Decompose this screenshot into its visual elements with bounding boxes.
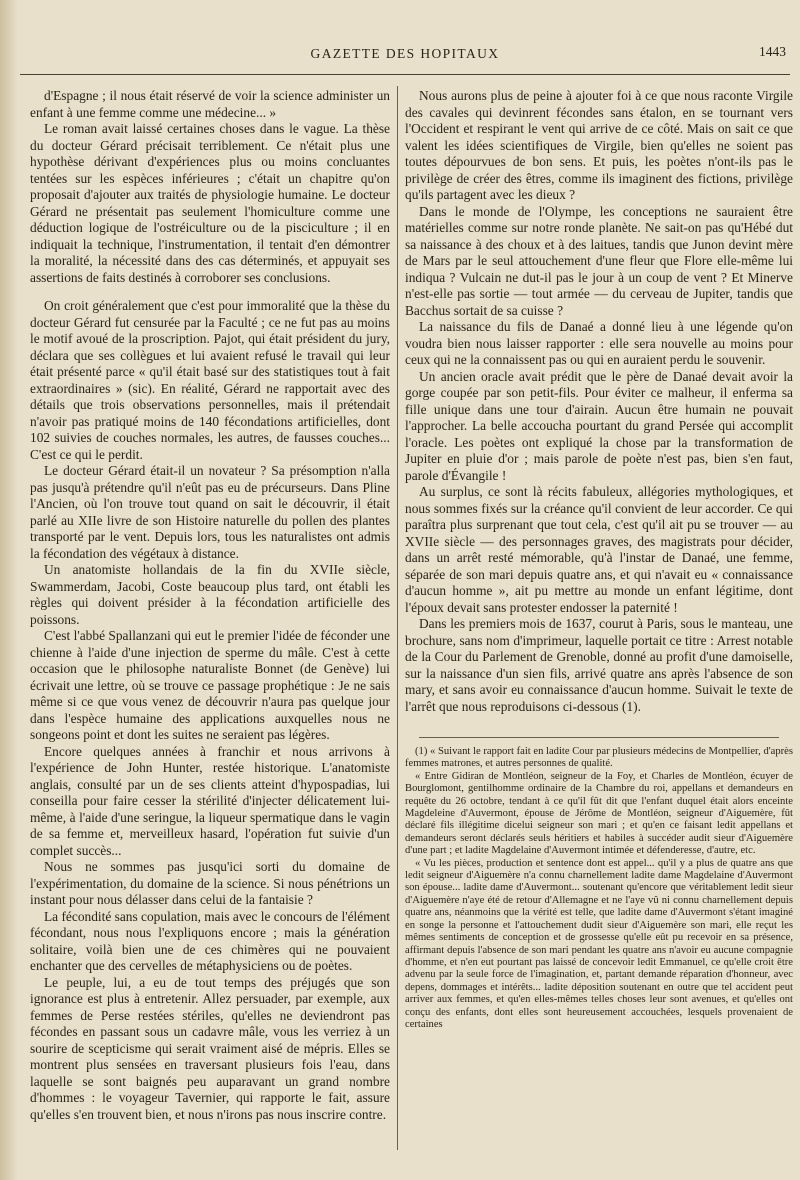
paragraph: Le roman avait laissé certaines choses dans le vague. La thèse du docteur Gérard précisait terriblement. Ce n'était plus une hypothèse dérivant d'expériences plus ou moins concluantes tentées sur les espèces inférieures ; c'était un chapitre qu'on proposait d'ajouter aux traités de physiologie humaine. Le docteur Gérard ne présentait pas seulement l'homiculture comme une déduction logique de l'ostréiculture ou de la pisciculture ; il en indiquait la technique, l'instrumentation, il tentait d'en démontrer la moralité, la nécessité dans des cas déterminés, et appuyait ses assertions de faits destinés à corroborer ses conclusions. [30, 121, 390, 285]
paragraph: La naissance du fils de Danaé a donné lieu à une légende qu'on voudra bien nous laisser rapporter : elle sera nouvelle au moins pour ceux qui ne la connaissent pas ou qui en auraient perdu le souvenir. [405, 319, 793, 367]
paragraph: Dans les premiers mois de 1637, courut à Paris, sous le manteau, une brochure, sans nom d'imprimeur, laquelle portait ce titre : Arrest notable de la Cour du Parlement de Grenoble, donné au profit d'une damoiselle, sur la naissance d'un sien fils, arrivé quatre ans après l'absence de son mary, et sans avoir eu connaissance d'aucun homme. Suivait le texte de l'arrêt que nous reproduisons ci-dessous (1). [405, 616, 793, 714]
paragraph: La fécondité sans copulation, mais avec le concours de l'élément fécondant, nous nous l'expliquons encore ; mais la génération solitaire, voilà bien une de ces chimères qui ne pouvaient enchanter que des cervelles de métaphysiciens ou de poètes. [30, 908, 390, 973]
paragraph: Un ancien oracle avait prédit que le père de Danaé devait avoir la gorge coupée par son petit-fils. Pour éviter ce malheur, il enferma sa fille unique dans une tour d'airain. Aucun être humain ne pouvait l'approcher. La belle accoucha pourtant du grand Persée qui accomplit l'oracle. Les poètes ont expliqué la chose par la transformation de Jupiter en pluie d'or ; mais parole de poète n'est pas, bien s'en faut, parole d'Évangile ! [405, 368, 793, 483]
journal-title: GAZETTE DES HOPITAUX [310, 46, 500, 61]
binding-shadow [0, 0, 18, 1180]
left-column [30, 88, 390, 1123]
footnote: (1) « Suivant le rapport fait en ladite Cour par plusieurs médecins de Montpellier, d'après femmes matrones, et autres personnes de qualité. [405, 746, 793, 770]
footnotes [405, 746, 793, 1031]
paragraph: On croit généralement que c'est pour immoralité que la thèse du docteur Gérard fut censurée par la Faculté ; ce ne fut pas au moins le motif avoué de la proscription. Pajot, qui était président du jury, déclara que ses collègues et lui avaient refusé le travail qui leur était présenté parce « qu'il était basé sur des statistiques tout à fait extraordinaires » (sic). En réalité, Gérard ne rapportait avec des détails que trois observations personnelles, mais il prétendait n'avoir pas pratiqué moins de 140 fécondations artificielles, dont 102 suivies de couches normales, les autres, de fausses couches... C'est ce qui le perdit. [30, 298, 390, 462]
paragraph: C'est l'abbé Spallanzani qui eut le premier l'idée de féconder une chienne à l'aide d'une injection de sperme du mâle. C'est à cette occasion que le philosophe naturaliste Bonnet (de Genève) lui écrivait une lettre, où se trouve ce passage prophétique : Je ne sais même si ce que vous venez de découvrir n'aura pas quelque jour dans l'espèce humaine des applications auxquelles nous ne songeons point et dont les suites ne seraient pas légères. [30, 628, 390, 742]
right-column [405, 88, 793, 1031]
paragraph: Nous aurons plus de peine à ajouter foi à ce que nous raconte Virgile des cavales qui devinrent fécondes sans étalon, en se tournant vers l'Occident et respirant le vent qui arrive de ce côté. Mais on sait ce que valent les idées scientifiques de Virgile, bien qu'elles ne soient pas toutes dépourvues de bon sens. Et puis, les poètes n'ont-ils pas le privilège de créer des êtres, comme ils imaginent des fictions, privilège qu'ils partagent avec les dieux ? [405, 88, 793, 202]
footnote-separator [419, 737, 779, 738]
paragraph: d'Espagne ; il nous était réservé de voir la science administer un enfant à une femme comme une médecine... » [30, 88, 390, 120]
paragraph: Dans le monde de l'Olympe, les conceptions ne sauraient être matérielles comme sur notre ronde planète. Ne sait-on pas qu'Hébé dut sa naissance à des choux et à des laitues, tandis que Junon devint mère de Mars par le seul attouchement d'une fleur que Flore elle-même lui indiqua ? Vulcain ne dut-il pas le jour à un coup de vent ? Et Minerve n'est-elle pas sortie — tout armée — du cerveau de Jupiter, tandis que Bacchus sortait de sa cuisse ? [405, 203, 793, 318]
paragraph: Encore quelques années à franchir et nous arrivons à l'expérience de John Hunter, restée historique. L'anatomiste anglais, consulté par un de ses clients atteint d'hypospadias, lui conseilla pour faire cesser la stérilité d'injecter délicatement lui-même, à l'aide d'une seringue, la liqueur spermatique dans le vagin de sa femme et, merveilleux hasard, l'opération fut suivie d'un complet succès... [30, 743, 390, 858]
footnote: « Entre Gidiran de Montléon, seigneur de la Foy, et Charles de Montléon, écuyer de Bourglomont, gentilhomme ordinaire de la Chambre du roi, appellans et demandeurs en requête du 26 octobre, tendant à ce qu'il fût dit que l'enfant duquel était alors enceinte Magdeleine d'Auvermont, épouse de Jérôme de Montléon, seigneur d'Aiguemère, fût déclaré fils illégitime dicelui seigneur son mari ; et qu'en ce faisant ledit appellans et demandeurs seront déclarés seuls héritiers et habiles à succéder audit sieur d'Aiguemère d'une part ; et ladite Magdelaine d'Auvermont intimée et défenderesse, d'autre, etc. [405, 770, 793, 857]
paragraph: Un anatomiste hollandais de la fin du XVIIe siècle, Swammerdam, Jacobi, Coste beaucoup plus tard, ont établi les règles qui doivent présider à la fécondation artificielle des poissons. [30, 562, 390, 627]
paragraph: Au surplus, ce sont là récits fabuleux, allégories mythologiques, et nous sommes fixés sur la créance qu'il convient de leur accorder. Ce qui paraîtra plus surprenant que tout cela, c'est qu'il ait pu se trouver — au XVIIe siècle — des personnages graves, des magistrats pour décider, dans un arrêt resté mémorable, qu'à l'instar de Danaé, une femme, séparée de son mari depuis quatre ans, et qui n'avait eu « connaissance d'aucun homme », ait pu mettre au monde un enfant légitime, dont l'époux devait sans protester endosser la paternité ! [405, 484, 793, 615]
paragraph: Le peuple, lui, a eu de tout temps des préjugés que son ignorance est plus à entretenir. Allez persuader, par exemple, aux femmes de Perse restées stériles, qu'elles ne deviendront pas fécondes en passant sous un cadavre mâle, vous les verriez à un sourire de scepticisme qui serait vraiment aisé de mépris. Elles se montrent plus sensées en traversant plusieurs fois l'eau, dans laquelle se sont baignés peu auparavant un grand nombre d'hommes : le voyageur Tavernier, qui rapporte le fait, assure qu'elles s'en trouvent bien, et nous n'irons pas nous inscrire contre. [30, 974, 390, 1122]
paragraph: Le docteur Gérard était-il un novateur ? Sa présomption n'alla pas jusqu'à prétendre qu'il n'eût pas eu de précurseurs. Dans Pline l'Ancien, où l'on trouve tout quand on sait le découvrir, il était parlé au XIIe livre de son Histoire naturelle du pollen des plantes transporté par le vent. Depuis lors, tous les naturalistes ont admis la fécondation des végétaux à distance. [30, 463, 390, 561]
page-number: 1443 [759, 44, 786, 59]
paragraph: Nous ne sommes pas jusqu'ici sorti du domaine de l'expérimentation, du domaine de la science. Si nous pénétrions un instant pour nous délasser dans celui de la fantaisie ? [30, 859, 390, 907]
column-divider [397, 86, 398, 1150]
footnote: « Vu les pièces, production et sentence dont est appel... qu'il y a plus de quatre ans que ledit seigneur d'Aiguemère n'a connu charnellement ladite dame Magdelaine d'Auvermont son épouse... ladite dame d'Auvermont... soutenant qu'encore que véritablement ledit sieur d'Aiguemère n'aye été de retour d'Allemagne et ne l'aye vû ni connu charnellement depuis quatre ans, néanmoins que la vérité est telle, que ladite dame d'Auvermont s'étant imaginé en songe la personne et l'attouchement dudit sieur d'Aiguemère son mari, elle reçut les mêmes sentiments de conception et de grossesse qu'elle eût pu recevoir en sa présence, affirmant depuis l'absence de son mari pendant les quatre ans n'avoir eu aucune compagnie d'homme, et n'en eut pourtant pas laissé de concevoir ledit Emmanuel, ce qu'elle croit être advenu par la seule force de l'imagination, et, partant demande réparation d'honneur, avec depens, dommages et intérêts... ladite déposition soutenant en outre que tel accident peut arriver aux femmes, et qu'en elles-mêmes telles choses leur sont avenues, et qu'elles ont conçu des enfants, dont elles sont heureusement accouchées, lesquels provenaient de certaines [405, 857, 793, 1030]
page-header [20, 38, 790, 75]
